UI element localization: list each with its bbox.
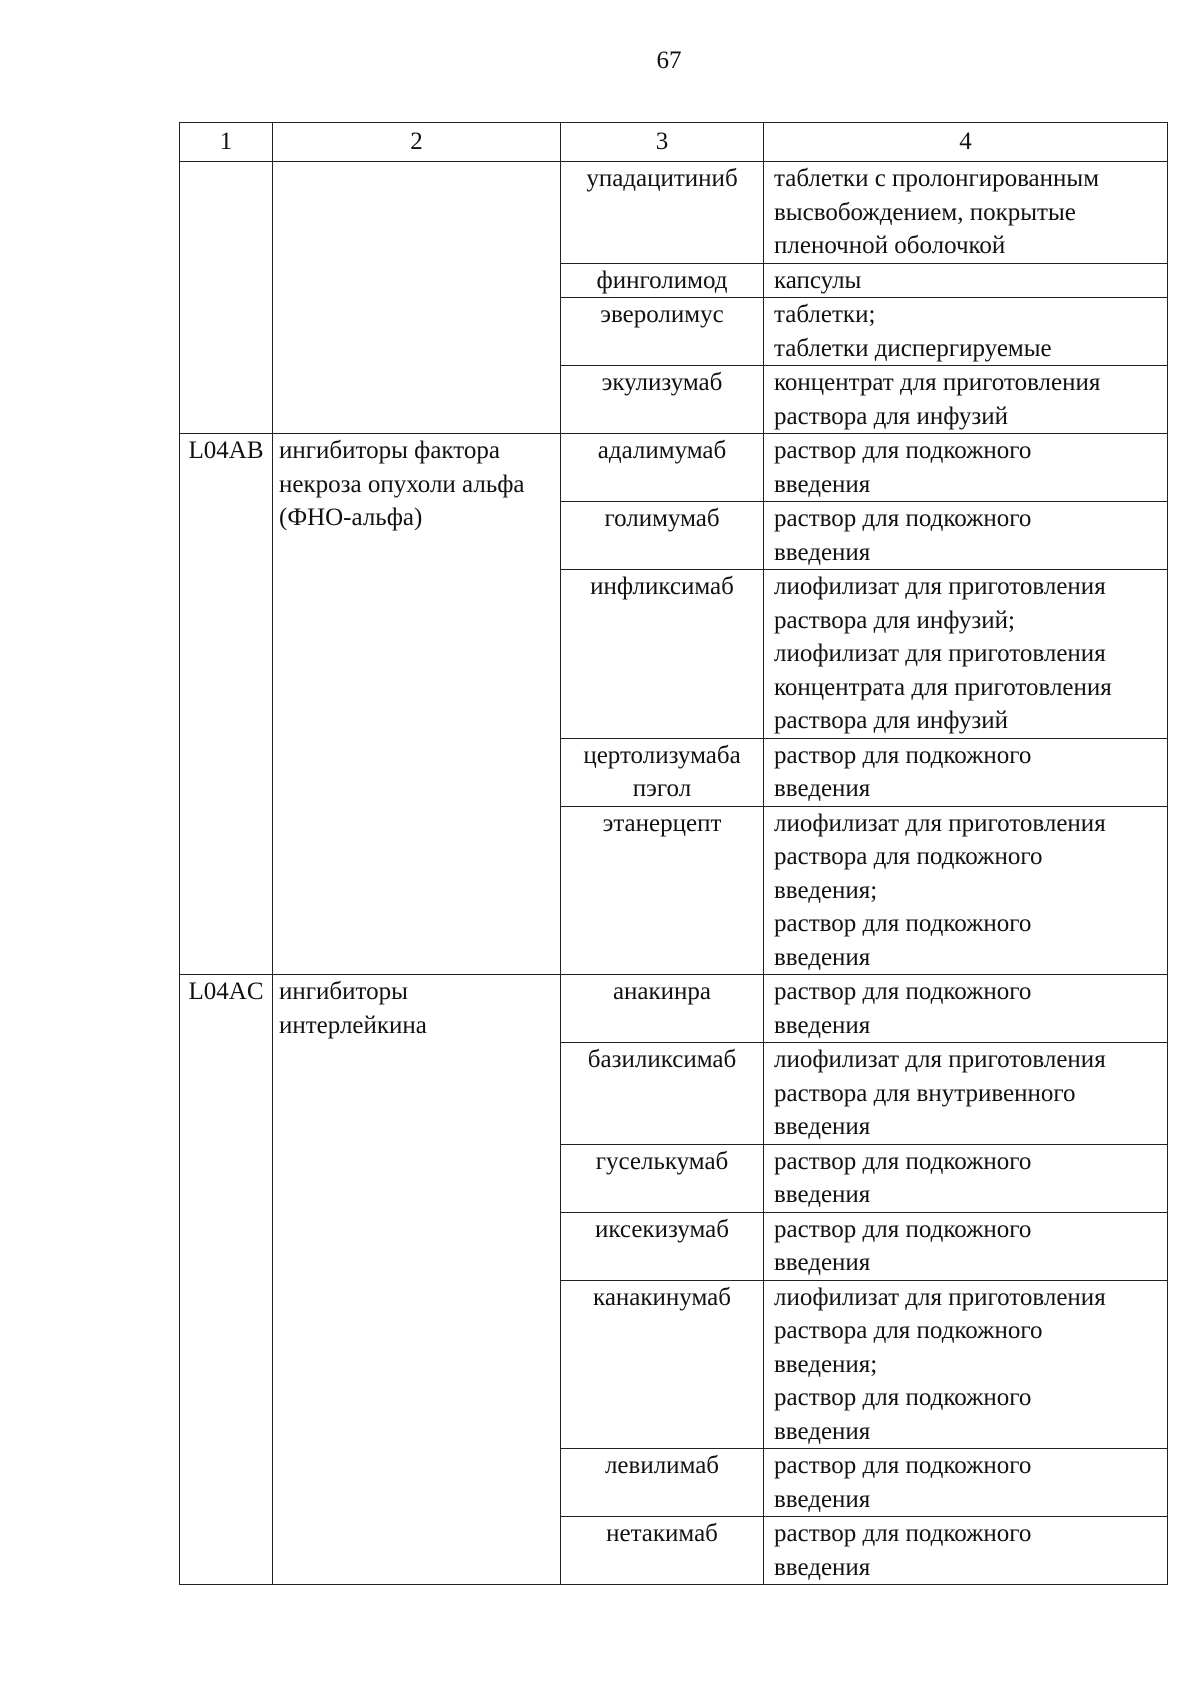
drug-name-cell: гуселькумаб bbox=[561, 1144, 764, 1212]
drug-name-cell: упадацитиниб bbox=[561, 162, 764, 264]
dosage-form-cell: лиофилизат для приготовления раствора для подкожного введения; раствор для подкожного введения bbox=[764, 806, 1168, 975]
drug-name-cell: голимумаб bbox=[561, 502, 764, 570]
dosage-form-cell: раствор для подкожного введения bbox=[764, 738, 1168, 806]
drug-name-cell: этанерцепт bbox=[561, 806, 764, 975]
dosage-form-cell: раствор для подкожного введения bbox=[764, 434, 1168, 502]
drug-name-cell: левилимаб bbox=[561, 1449, 764, 1517]
page-number: 67 bbox=[656, 47, 682, 74]
header-cell-2: 2 bbox=[273, 123, 561, 162]
header-cell-1: 1 bbox=[180, 123, 273, 162]
dosage-form-cell: таблетки; таблетки диспергируемые bbox=[764, 298, 1168, 366]
dosage-form-cell: раствор для подкожного введения bbox=[764, 975, 1168, 1043]
drug-name-cell: канакинумаб bbox=[561, 1280, 764, 1449]
drug-name-cell: базиликсимаб bbox=[561, 1043, 764, 1145]
drug-name-cell: анакинра bbox=[561, 975, 764, 1043]
drug-name-cell: иксекизумаб bbox=[561, 1212, 764, 1280]
drug-table bbox=[179, 122, 1168, 1585]
table-row bbox=[180, 434, 1168, 502]
dosage-form-cell: раствор для подкожного введения bbox=[764, 1212, 1168, 1280]
dosage-form-cell: капсулы bbox=[764, 263, 1168, 298]
drug-name-cell: инфликсимаб bbox=[561, 570, 764, 739]
header-cell-3: 3 bbox=[561, 123, 764, 162]
dosage-form-cell: лиофилизат для приготовления раствора для внутривенного введения bbox=[764, 1043, 1168, 1145]
drug-table-body bbox=[180, 123, 1168, 1585]
dosage-form-cell: раствор для подкожного введения bbox=[764, 502, 1168, 570]
drug-name-cell: финголимод bbox=[561, 263, 764, 298]
atc-code-cell: L04AC bbox=[180, 975, 273, 1585]
drug-name-cell: цертолизумаба пэгол bbox=[561, 738, 764, 806]
group-name-cell: ингибиторы интерлейкина bbox=[273, 975, 561, 1585]
dosage-form-cell: лиофилизат для приготовления раствора для подкожного введения; раствор для подкожного введения bbox=[764, 1280, 1168, 1449]
drug-name-cell: адалимумаб bbox=[561, 434, 764, 502]
dosage-form-cell: таблетки с пролонгированным высвобождением, покрытые пленочной оболочкой bbox=[764, 162, 1168, 264]
header-cell-4: 4 bbox=[764, 123, 1168, 162]
group-name-cell bbox=[273, 162, 561, 434]
atc-code-cell bbox=[180, 162, 273, 434]
table-row bbox=[180, 975, 1168, 1043]
group-name-cell: ингибиторы фактора некроза опухоли альфа (ФНО-альфа) bbox=[273, 434, 561, 975]
dosage-form-cell: раствор для подкожного введения bbox=[764, 1517, 1168, 1585]
atc-code-cell: L04AB bbox=[180, 434, 273, 975]
dosage-form-cell: раствор для подкожного введения bbox=[764, 1144, 1168, 1212]
dosage-form-cell: раствор для подкожного введения bbox=[764, 1449, 1168, 1517]
dosage-form-cell: концентрат для приготовления раствора для инфузий bbox=[764, 366, 1168, 434]
table-row bbox=[180, 162, 1168, 264]
drug-name-cell: экулизумаб bbox=[561, 366, 764, 434]
drug-name-cell: нетакимаб bbox=[561, 1517, 764, 1585]
table-header-row bbox=[180, 123, 1168, 162]
drug-name-cell: эверолимус bbox=[561, 298, 764, 366]
dosage-form-cell: лиофилизат для приготовления раствора для инфузий; лиофилизат для приготовления концентрата для приготовления раствора для инфузий bbox=[764, 570, 1168, 739]
